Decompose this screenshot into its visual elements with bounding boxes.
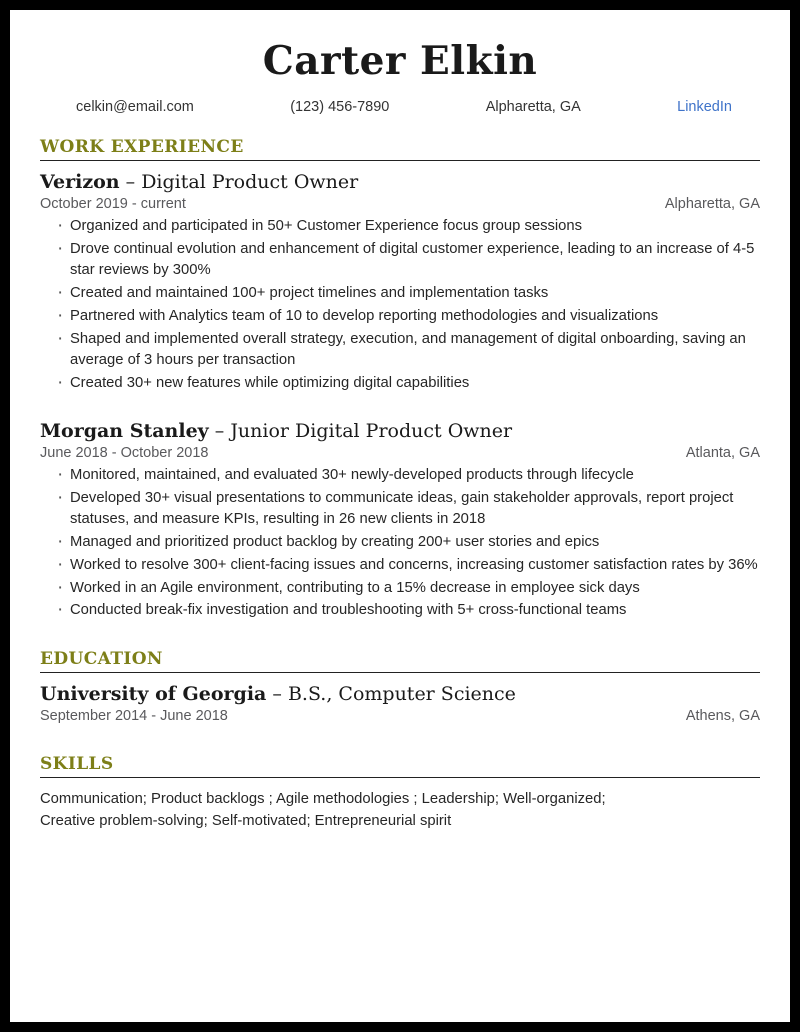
- education-meta: [40, 708, 760, 724]
- job-separator: –: [214, 419, 225, 442]
- section-title-skills: SKILLS: [40, 754, 114, 775]
- job-role: Junior Digital Product Owner: [230, 419, 513, 442]
- spacer: [40, 728, 760, 754]
- job-location: Alpharetta, GA: [664, 195, 760, 212]
- job-bullets: [40, 216, 760, 395]
- list-item: · Organized and participated in 50+ Customer Experience focus group sessions: [40, 216, 760, 238]
- job-dates: June 2018 - October 2018: [40, 444, 209, 461]
- education-degree: B.S., Computer Science: [287, 683, 516, 706]
- education-location: Athens, GA: [685, 708, 760, 725]
- skills-list: [40, 788, 760, 832]
- job-bullets: [40, 465, 760, 622]
- job-heading: [40, 420, 760, 442]
- job-entry: [40, 420, 760, 622]
- job-dates: October 2019 - current: [40, 195, 186, 212]
- skills-line: Creative problem-solving; Self-motivated; Entrepreneurial spirit: [40, 813, 452, 830]
- job-location: Atlanta, GA: [685, 444, 760, 461]
- list-item: · Conducted break-fix investigation and troubleshooting with 5+ cross-functional teams: [40, 600, 760, 622]
- job-company: Morgan Stanley: [40, 419, 209, 442]
- contact-bar: [40, 99, 760, 115]
- education-heading: [40, 683, 760, 705]
- list-item: · Developed 30+ visual presentations to communicate ideas, gain stakeholder approvals, report project statuses, and measure KPIs, resulting in 26 new clients in 2018: [40, 488, 760, 532]
- education-dates: September 2014 - June 2018: [40, 708, 228, 725]
- resume-page: [10, 10, 790, 1022]
- list-item: · Worked in an Agile environment, contributing to a 15% decrease in employee sick days: [40, 578, 760, 600]
- education-separator: –: [272, 683, 282, 706]
- list-item: · Shaped and implemented overall strategy, execution, and management of digital onboarding, saving an average of 3 hours per transaction: [40, 329, 760, 373]
- contact-email[interactable]: celkin@email.com: [76, 98, 194, 115]
- list-item: · Created and maintained 100+ project timelines and implementation tasks: [40, 283, 760, 305]
- job-role: Digital Product Owner: [141, 170, 359, 193]
- list-item: · Managed and prioritized product backlog by creating 200+ user stories and epics: [40, 532, 760, 554]
- job-entry: [40, 171, 760, 395]
- skills-line: Communication; Product backlogs ; Agile methodologies ; Leadership; Well-organized;: [40, 791, 606, 808]
- job-meta: [40, 445, 760, 461]
- contact-location: Alpharetta, GA: [485, 98, 581, 115]
- list-item: · Partnered with Analytics team of 10 to develop reporting methodologies and visualizations: [40, 306, 760, 328]
- list-item: · Worked to resolve 300+ client-facing issues and concerns, increasing customer satisfaction rates by 36%: [40, 555, 760, 577]
- linkedin-link[interactable]: LinkedIn: [677, 98, 732, 115]
- list-item: · Created 30+ new features while optimizing digital capabilities: [40, 373, 760, 395]
- section-title-work-experience: WORK EXPERIENCE: [40, 136, 244, 157]
- education-entry: [40, 683, 760, 724]
- job-company: Verizon: [40, 170, 120, 193]
- list-item: · Drove continual evolution and enhancement of digital customer experience, leading to an increase of 4-5 star reviews by 300%: [40, 239, 760, 283]
- section-divider: [40, 777, 760, 778]
- education-school: University of Georgia: [40, 683, 267, 706]
- page-title: Carter Elkin: [262, 38, 538, 84]
- spacer: [40, 396, 760, 418]
- contact-phone: (123) 456-7890: [290, 98, 390, 115]
- section-divider: [40, 160, 760, 161]
- job-meta: [40, 196, 760, 212]
- section-title-education: EDUCATION: [40, 649, 163, 670]
- job-separator: –: [125, 170, 136, 193]
- spacer: [40, 623, 760, 649]
- section-divider: [40, 672, 760, 673]
- job-heading: [40, 171, 760, 193]
- list-item: · Monitored, maintained, and evaluated 30+ newly-developed products through lifecycle: [40, 465, 760, 487]
